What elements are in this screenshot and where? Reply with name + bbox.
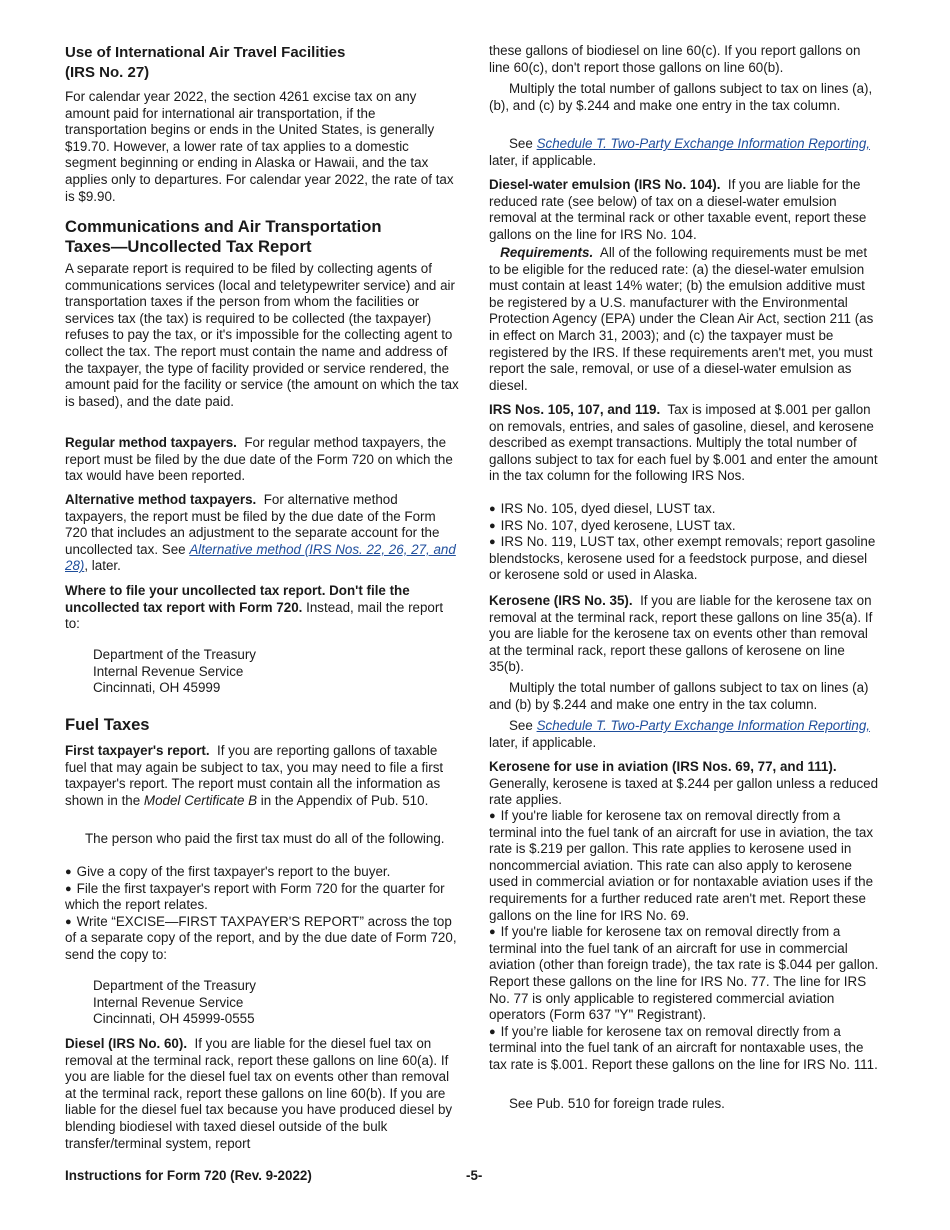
diesel-paragraph: Diesel (IRS No. 60). If you are liable for the diesel fuel tax on removal at the terminal rack, report these gallons on line 60(a). If you are liable for the diesel fuel tax on events other than removal at the terminal rack, report these gallons on line 60(b). If you are liable for the diesel fuel tax because you have produced diesel by blending biodiesel with taxed diesel outside of the bulk transfer/terminal system, report — [65, 1036, 453, 1151]
kerosene-paragraph: Kerosene (IRS No. 35). If you are liable for the kerosene tax on removal at the terminal rack, report these gallons on line 35(a). If you are liable for the kerosene tax on events other than removal at the terminal rack, report these gallons of kerosene on line 35(b). — [489, 593, 873, 675]
where-to-file-paragraph: Where to file your uncollected tax report. Don't file the uncollected tax report with Form 720. Instead, mail the report to: — [65, 583, 444, 632]
fuel-taxes-heading: Fuel Taxes — [65, 715, 150, 734]
list-item: ● Give a copy of the first taxpayer's report to the buyer. — [65, 864, 391, 879]
bullet-icon: ● — [489, 1025, 496, 1038]
intl-air-heading: Use of International Air Travel Facilities (IRS No. 27) — [65, 44, 346, 81]
see-schedule-t-2: See Schedule T. Two-Party Exchange Information Reporting, later, if applicable. — [489, 718, 871, 750]
mailing-address-2: Department of the Treasury Internal Revenue Service Cincinnati, OH 45999-0555 — [93, 978, 256, 1027]
alternative-method-link[interactable]: Alternative method (IRS Nos. 22, 26, 27, and 28) — [65, 541, 456, 574]
multiply-paragraph-2: Multiply the total number of gallons subject to tax on lines (a) and (b) by $.244 and make one entry in the tax column. — [489, 680, 869, 712]
list-item: ● If you’re liable for kerosene tax on removal directly from a terminal into the fuel tank of an aircraft for nontaxable uses, the tax rate is $.001. Report these gallons on the line for IRS No. 111. — [489, 1023, 878, 1072]
bullet-icon: ● — [65, 882, 72, 895]
list-item: ● IRS No. 105, dyed diesel, LUST tax. — [489, 501, 716, 516]
kerosene-aviation-paragraph: Kerosene for use in aviation (IRS Nos. 69, 77, and 111). Generally, kerosene is taxed at $.244 per gallon unless a reduced rate applies. — [489, 759, 879, 808]
list-item: ● If you're liable for kerosene tax on removal directly from a terminal into the fuel tank of an aircraft for use in commercial aviation (other than foreign trade), the tax rate is $.044 per gallon. Report these gallons on the line for IRS No. 77. The line for IRS No. 77 is only applicable to registered commercial aviation operators (Form 637 "Y" Registrant). — [489, 924, 879, 1023]
aviation-bullets — [489, 808, 881, 1074]
bullet-icon: ● — [65, 866, 72, 878]
alternative-method-paragraph: Alternative method taxpayers. For alternative method taxpayers, the report must be filed by the due date of the Form 720 that includes an adjustment to the separate account for the uncollected tax. See Alternative method (IRS Nos. 22, 26, 27, and 28), later. — [65, 492, 456, 574]
diesel-water-emulsion-paragraph: Diesel-water emulsion (IRS No. 104). If you are liable for the reduced rate (see below) of tax on a diesel-water emulsion removal at the terminal rack or other taxable event, report these gallons on the line for IRS No. 104. — [489, 177, 867, 242]
see-schedule-t-1: See Schedule T. Two-Party Exchange Information Reporting, later, if applicable. — [489, 136, 871, 168]
multiply-paragraph-1: Multiply the total number of gallons subject to tax on lines (a), (b), and (c) by $.244 and make one entry in the tax column. — [489, 81, 873, 113]
page-number: -5- — [466, 1168, 483, 1183]
bullet-icon: ● — [489, 519, 496, 532]
list-item: ● File the first taxpayer's report with Form 720 for the quarter for which the report relates. — [65, 880, 445, 913]
bullet-icon: ● — [65, 915, 72, 928]
comm-heading: Communications and Air Transportation Taxes—Uncollected Tax Report — [65, 217, 382, 256]
irs-105-bullets — [489, 501, 881, 584]
regular-method-paragraph: Regular method taxpayers. For regular method taxpayers, the report must be filed by the due date of the Form 720 on which the tax would have been reported. — [65, 435, 453, 484]
first-taxpayer-paragraph: First taxpayer's report. If you are reporting gallons of taxable fuel that may again be subject to tax, you may need to file a first taxpayer's report. The report must contain all the information as shown in the Model Certificate B in the Appendix of Pub. 510. — [65, 743, 444, 808]
requirements-paragraph: Requirements. All of the following requirements must be met to be eligible for the reduced rate: (a) the diesel-water emulsion must contain at least 14% water; (b) the emulsion additive must be registered by a U.S. manufacturer with the Environmental Protection Agency (EPA) under the Clean Air Act, section 211 (as in effect on March 31, 2003); and (c) the taxpayer must be registered by the IRS. If these requirements aren't met, you must report the sale, removal, or use of a diesel-water emulsion as diesel. — [489, 245, 874, 393]
diesel-continued: these gallons of biodiesel on line 60(c). If you report gallons on line 60(c), don't report those gallons on line 60(b). — [489, 43, 861, 75]
schedule-t-link[interactable]: Schedule T. Two-Party Exchange Information Reporting, — [536, 136, 871, 151]
bullet-icon: ● — [489, 810, 496, 822]
bullet-icon: ● — [489, 503, 496, 515]
person-paragraph: The person who paid the first tax must do all of the following. — [85, 831, 445, 846]
list-item: ● IRS No. 119, LUST tax, other exempt removals; report gasoline blendstocks, kerosene used for a feedstock purpose, and diesel or kerosene sold or used in Alaska. — [489, 534, 876, 583]
irs-105-paragraph: IRS Nos. 105, 107, and 119. Tax is imposed at $.001 per gallon on removals, entries, and sales of gasoline, diesel, and kerosene described as exempt transactions. Multiply the total number of gallons subject to tax for each fuel by $.001 and enter the amount in the tax column for the following IRS Nos. — [489, 402, 878, 484]
footer-form-title: Instructions for Form 720 (Rev. 9-2022) — [65, 1168, 312, 1183]
list-item: ● If you're liable for kerosene tax on removal directly from a terminal into the fuel tank of an aircraft for use in aviation, the tax rate is $.219 per gallon. This rate applies to kerosene used in noncommercial aviation. This rate can also apply to kerosene used in commercial aviation or for nontaxable aviation uses if the requirements for a further reduced rate aren't met. Report these gallons on the line for IRS No. 69. — [489, 808, 874, 923]
comm-body: A separate report is required to be filed by collecting agents of communications services (local and teletypewriter service) and air transportation taxes if the person from whom the facilities or services tax (the tax) is required to be collected (the taxpayer) refuses to pay the tax, or it's impossible for the collecting agent to collect the tax. The report must contain the name and address of the taxpayer, the type of facility provided or service rendered, the amount paid for the facility or service (the amount on which the tax is based), and the date paid. — [65, 261, 459, 409]
list-item: ● IRS No. 107, dyed kerosene, LUST tax. — [489, 517, 736, 533]
see-pub-510: See Pub. 510 for foreign trade rules. — [509, 1096, 725, 1111]
bullet-icon: ● — [489, 536, 496, 549]
intl-air-body: For calendar year 2022, the section 4261 excise tax on any amount paid for international air transportation, if the transportation begins or ends in the United States, is generally $19.70. However, a lower rate of tax applies to a domestic segment beginning or ending in Alaska or Hawaii, and the tax applies only to departures. For calendar year 2022, the rate of tax is $9.90. — [65, 89, 454, 204]
mailing-address-1: Department of the Treasury Internal Revenue Service Cincinnati, OH 45999 — [93, 647, 256, 696]
bullet-icon: ● — [489, 926, 496, 939]
schedule-t-link-2[interactable]: Schedule T. Two-Party Exchange Information Reporting, — [536, 718, 871, 733]
list-item: ● Write “EXCISE—FIRST TAXPAYER'S REPORT” across the top of a separate copy of the report, and by the due date of Form 720, send the copy to: — [65, 913, 457, 962]
first-taxpayer-bullets — [65, 864, 460, 964]
